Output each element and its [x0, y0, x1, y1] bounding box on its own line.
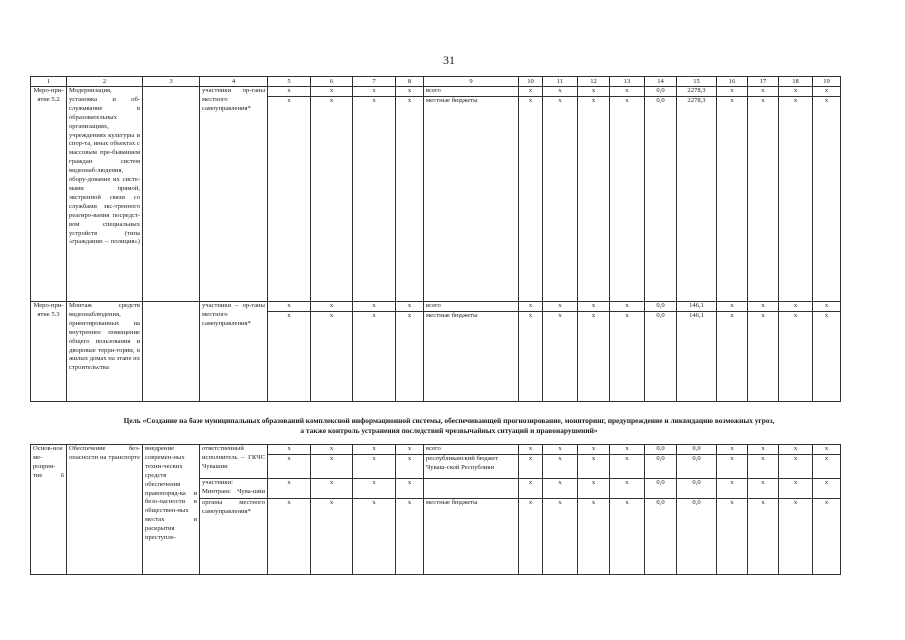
value-cell: x	[353, 479, 396, 499]
value-cell: 146,1	[677, 302, 717, 312]
value-cell: x	[748, 445, 779, 455]
value-cell: x	[717, 87, 748, 97]
value-cell: x	[578, 312, 610, 402]
value-cell: x	[353, 97, 396, 302]
value-cell: x	[578, 97, 610, 302]
value-cell: x	[543, 312, 578, 402]
value-cell: x	[268, 97, 311, 302]
value-cell: x	[396, 455, 424, 479]
table-row	[31, 445, 841, 455]
event-col3	[143, 302, 200, 402]
value-cell: x	[311, 455, 353, 479]
value-cell: x	[610, 312, 645, 402]
value-cell: 0,0	[645, 312, 677, 402]
value-cell: x	[779, 87, 813, 97]
value-cell: x	[610, 302, 645, 312]
value-cell: x	[748, 302, 779, 312]
value-cell: x	[543, 499, 578, 575]
column-header-18: 18	[779, 77, 813, 87]
goal-heading-line-2: а также контроль устранения последствий чрезвычайных ситуаций и правонарушений»	[300, 426, 598, 435]
value-cell: x	[813, 445, 841, 455]
value-cell: x	[813, 87, 841, 97]
value-cell: x	[717, 499, 748, 575]
value-cell: 2278,3	[677, 97, 717, 302]
column-header-9: 9	[424, 77, 519, 87]
event-description: Модернизация, установка и об-служивание в образовательных организациях, учреждениях культуры и спор-та, иных объектах с массовым пре-быванием граждан систем видеонаб-людения, обору-дование их систе-мами прямой, экстренной связи со службами экс-тренного реагиро-вания посредст-вом специальных устройств (типа «гражданин – полиция»)	[67, 87, 143, 302]
event-description: Монтаж средств видеонаблюдения, ориентированных на внутреннее помещение общего пользования и дворовые терри-тории, в жилых домах на этапе их строительства	[67, 302, 143, 402]
main-event-goal: внедрение современ-ных техни-ческих средств обеспечения правопоряд-ка и безо-пасности в обществен-ных местах и раскрытия преступле-	[143, 445, 200, 575]
value-cell: x	[353, 302, 396, 312]
value-cell: x	[717, 302, 748, 312]
event-participants: участники – ор-ганы местного самоуправления*	[200, 302, 268, 402]
value-cell: x	[268, 479, 311, 499]
value-cell: x	[268, 499, 311, 575]
value-cell: x	[610, 445, 645, 455]
value-cell: x	[717, 479, 748, 499]
value-cell: x	[543, 97, 578, 302]
value-cell: 0,0	[677, 445, 717, 455]
column-header-1: 1	[31, 77, 67, 87]
value-cell: x	[748, 97, 779, 302]
value-cell: x	[543, 445, 578, 455]
event-number: Меро-при-ятие 5.3	[31, 302, 67, 402]
value-cell: x	[813, 499, 841, 575]
value-cell: x	[610, 479, 645, 499]
column-header-row	[31, 77, 841, 87]
goal-heading	[30, 416, 868, 436]
value-cell: x	[396, 87, 424, 97]
value-cell: x	[311, 87, 353, 97]
table-row	[31, 302, 841, 312]
value-cell: x	[578, 455, 610, 479]
value-cell: x	[543, 455, 578, 479]
value-cell: 0,0	[645, 302, 677, 312]
value-cell: x	[717, 97, 748, 302]
value-cell: 0,0	[645, 455, 677, 479]
value-cell: x	[779, 445, 813, 455]
value-cell: x	[396, 445, 424, 455]
value-cell: x	[353, 499, 396, 575]
value-cell: x	[396, 97, 424, 302]
value-cell: x	[519, 499, 543, 575]
value-cell: x	[779, 312, 813, 402]
value-cell: 0,0	[677, 499, 717, 575]
value-cell: x	[578, 479, 610, 499]
value-cell: x	[610, 499, 645, 575]
funding-source: всего	[424, 87, 519, 97]
value-cell: x	[717, 312, 748, 402]
value-cell: x	[268, 312, 311, 402]
value-cell: 0,0	[645, 87, 677, 97]
value-cell: x	[779, 455, 813, 479]
value-cell: x	[311, 312, 353, 402]
value-cell: x	[748, 479, 779, 499]
table-row	[31, 87, 841, 97]
value-cell: x	[353, 87, 396, 97]
value-cell: x	[717, 455, 748, 479]
value-cell: x	[396, 302, 424, 312]
value-cell: x	[311, 479, 353, 499]
column-header-16: 16	[717, 77, 748, 87]
value-cell: x	[813, 479, 841, 499]
value-cell: 0,0	[645, 445, 677, 455]
column-header-14: 14	[645, 77, 677, 87]
value-cell: x	[813, 302, 841, 312]
value-cell: x	[519, 455, 543, 479]
value-cell: x	[519, 445, 543, 455]
value-cell: x	[779, 302, 813, 312]
value-cell: x	[519, 87, 543, 97]
column-header-10: 10	[519, 77, 543, 87]
value-cell: x	[353, 312, 396, 402]
value-cell: x	[813, 312, 841, 402]
value-cell: 0,0	[645, 97, 677, 302]
funding-source: местные бюджеты	[424, 312, 519, 402]
value-cell: x	[610, 455, 645, 479]
value-cell: 2278,3	[677, 87, 717, 97]
value-cell: x	[543, 87, 578, 97]
funding-source: местные бюджеты	[424, 499, 519, 575]
main-event-description: Обеспечение без-опасности на транспорте	[67, 445, 143, 575]
responsible-executor: ответственный исполнитель – ГКЧС Чувашии	[200, 445, 268, 479]
value-cell: x	[353, 455, 396, 479]
value-cell: x	[748, 312, 779, 402]
event-number: Меро-при-ятие 5.2	[31, 87, 67, 302]
value-cell: x	[813, 455, 841, 479]
funding-source: республиканский бюджет Чуваш-ской Республики	[424, 455, 519, 479]
value-cell: 146,1	[677, 312, 717, 402]
value-cell: 0,0	[645, 499, 677, 575]
value-cell: x	[311, 499, 353, 575]
column-header-3: 3	[143, 77, 200, 87]
event-participants: участники ор-ганы местного самоуправления*	[200, 87, 268, 302]
value-cell: x	[578, 499, 610, 575]
value-cell: x	[268, 455, 311, 479]
column-header-7: 7	[353, 77, 396, 87]
value-cell: x	[779, 479, 813, 499]
column-header-17: 17	[748, 77, 779, 87]
funding-source: всего	[424, 302, 519, 312]
column-header-12: 12	[578, 77, 610, 87]
column-header-5: 5	[268, 77, 311, 87]
main-event-number: Основ-ное ме-роприя-тие 6	[31, 445, 67, 575]
value-cell: x	[748, 455, 779, 479]
column-header-11: 11	[543, 77, 578, 87]
value-cell: x	[311, 97, 353, 302]
participants-ministry	[200, 479, 268, 499]
value-cell: x	[813, 97, 841, 302]
value-cell: x	[268, 302, 311, 312]
value-cell: x	[519, 97, 543, 302]
value-cell: x	[268, 87, 311, 97]
value-cell: x	[543, 302, 578, 312]
value-cell: x	[311, 302, 353, 312]
goal-heading-line-1: Цель «Создание на базе муниципальных образований комплексной информационной системы, обеспечивающей прогнозирование, мониторинг, предупреждение и ликвидацию возможных угроз,	[123, 416, 775, 425]
page-number: 31	[443, 53, 455, 67]
value-cell: x	[519, 312, 543, 402]
value-cell: x	[717, 445, 748, 455]
value-cell: x	[578, 445, 610, 455]
value-cell: x	[578, 87, 610, 97]
value-cell: x	[779, 97, 813, 302]
participants-label: участники:	[202, 479, 233, 486]
value-cell: x	[519, 479, 543, 499]
local-government: органы местного самоуправления*	[200, 499, 268, 575]
value-cell: x	[578, 302, 610, 312]
column-header-2: 2	[67, 77, 143, 87]
value-cell: 0,0	[645, 479, 677, 499]
ministry-name: Минтранс Чува-шии	[202, 487, 265, 495]
value-cell: x	[268, 445, 311, 455]
column-header-13: 13	[610, 77, 645, 87]
value-cell: x	[311, 445, 353, 455]
value-cell: x	[779, 499, 813, 575]
value-cell: x	[610, 87, 645, 97]
value-cell: x	[748, 87, 779, 97]
program-table	[30, 76, 841, 402]
column-header-8: 8	[396, 77, 424, 87]
value-cell: x	[748, 499, 779, 575]
value-cell: 0,0	[677, 479, 717, 499]
column-header-15: 15	[677, 77, 717, 87]
value-cell: x	[396, 479, 424, 499]
value-cell: x	[353, 445, 396, 455]
value-cell: x	[519, 302, 543, 312]
value-cell: 0,0	[677, 455, 717, 479]
value-cell: x	[396, 312, 424, 402]
value-cell: x	[396, 499, 424, 575]
column-header-19: 19	[813, 77, 841, 87]
main-event-table	[30, 444, 841, 575]
funding-source: всего	[424, 445, 519, 455]
column-header-6: 6	[311, 77, 353, 87]
funding-source	[424, 479, 519, 499]
column-header-4: 4	[200, 77, 268, 87]
value-cell: x	[543, 479, 578, 499]
value-cell: x	[610, 97, 645, 302]
funding-source: местные бюджеты	[424, 97, 519, 302]
event-col3	[143, 87, 200, 302]
